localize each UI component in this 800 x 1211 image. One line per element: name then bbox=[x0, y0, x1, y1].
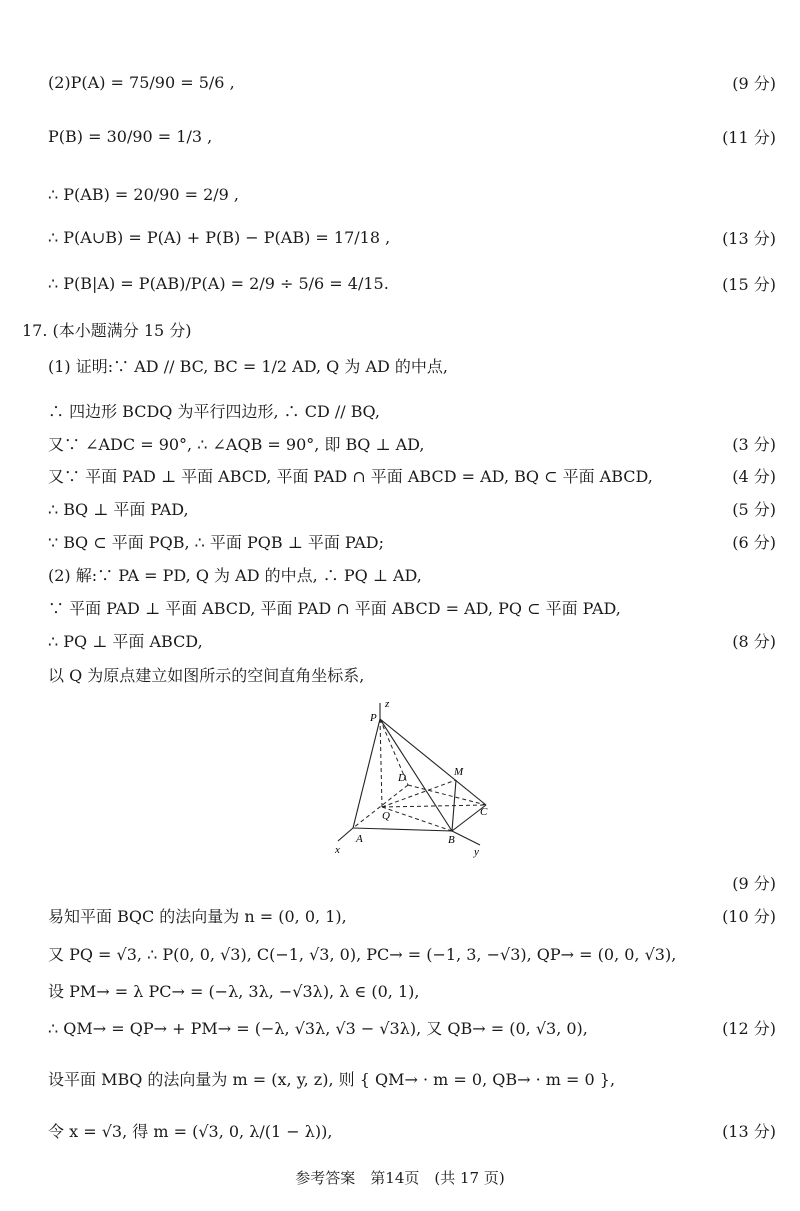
text-line bbox=[48, 268, 776, 298]
line-text: ∵ 平面 PAD ⊥ 平面 ABCD, 平面 PAD ∩ 平面 ABCD = AD, PQ ⊂ 平面 PAD, bbox=[48, 598, 621, 618]
score-label: (5 分) bbox=[732, 499, 776, 519]
line-text: 令 x = √3, 得 m = (√3, 0, λ/(1 − λ)), bbox=[48, 1121, 333, 1141]
line-text: ∴ BQ ⊥ 平面 PAD, bbox=[48, 499, 189, 519]
line-text: (1) 证明:∵ AD // BC, BC = 1/2 AD, Q 为 AD 的中点, bbox=[48, 356, 449, 376]
score-label: (13 分) bbox=[722, 228, 776, 248]
text-line bbox=[48, 222, 776, 252]
text-line bbox=[48, 67, 776, 97]
score-label: (12 分) bbox=[722, 1018, 776, 1038]
line-text: 设平面 MBQ 的法向量为 m = (x, y, z), 则 { QM→ · m = 0, QB→ · m = 0 }, bbox=[48, 1069, 616, 1089]
line-text: P(B) = 30/90 = 1/3 , bbox=[48, 126, 213, 146]
text-line bbox=[48, 493, 776, 523]
label-y: y bbox=[474, 846, 479, 858]
text-line bbox=[48, 350, 776, 380]
line-text: ∴ QM→ = QP→ + PM→ = (−λ, √3λ, √3 − √3λ), 又 QB→ = (0, √3, 0), bbox=[48, 1018, 588, 1038]
edge-qb bbox=[382, 807, 452, 831]
label-d: D bbox=[398, 772, 406, 784]
edge-pb bbox=[380, 719, 452, 831]
line-text: 易知平面 BQC 的法向量为 n = (0, 0, 1), bbox=[48, 906, 347, 926]
text-line bbox=[48, 428, 776, 458]
score-label: (9 分) bbox=[732, 873, 776, 893]
line-text: (2) 解:∵ PA = PD, Q 为 AD 的中点, ∴ PQ ⊥ AD, bbox=[48, 565, 422, 585]
score-label: (6 分) bbox=[732, 532, 776, 552]
text-line bbox=[48, 1063, 776, 1093]
coordinate-figure bbox=[330, 695, 495, 860]
score-label: (15 分) bbox=[722, 274, 776, 294]
text-line bbox=[48, 1115, 776, 1145]
label-m: M bbox=[454, 766, 464, 778]
edge-ab bbox=[353, 828, 452, 831]
text-line bbox=[48, 1012, 776, 1042]
x-axis bbox=[338, 828, 353, 841]
score-label: (4 分) bbox=[732, 466, 776, 486]
score-label: (11 分) bbox=[722, 127, 776, 147]
text-line bbox=[48, 559, 776, 589]
label-x: x bbox=[335, 844, 340, 856]
text-line bbox=[48, 526, 776, 556]
label-a: A bbox=[356, 833, 363, 845]
edge-pq bbox=[380, 719, 382, 807]
line-text: 又 PQ = √3, ∴ P(0, 0, √3), C(−1, √3, 0), PC→ = (−1, 3, −√3), QP→ = (0, 0, √3), bbox=[48, 944, 677, 964]
line-text: ∴ P(AB) = 20/90 = 2/9 , bbox=[48, 184, 240, 204]
score-label: (3 分) bbox=[732, 434, 776, 454]
line-text: 又∵ ∠ADC = 90°, ∴ ∠AQB = 90°, 即 BQ ⊥ AD, bbox=[48, 434, 425, 454]
text-line bbox=[48, 659, 776, 689]
text-line bbox=[48, 900, 776, 930]
line-text: ∴ P(A∪B) = P(A) + P(B) − P(AB) = 17/18 , bbox=[48, 227, 391, 247]
line-text: ∴ P(B|A) = P(AB)/P(A) = 2/9 ÷ 5/6 = 4/15. bbox=[48, 273, 389, 293]
page-footer: 参考答案 第14页 (共 17 页) bbox=[295, 1169, 505, 1187]
label-q: Q bbox=[382, 810, 390, 822]
text-line bbox=[48, 460, 776, 490]
score-label: (13 分) bbox=[722, 1121, 776, 1141]
text-line bbox=[48, 867, 776, 897]
line-text: (2)P(A) = 75/90 = 5/6 , bbox=[48, 72, 235, 92]
text-line bbox=[48, 592, 776, 622]
line-text: 以 Q 为原点建立如图所示的空间直角坐标系, bbox=[48, 665, 365, 685]
score-label: (9 分) bbox=[732, 73, 776, 93]
label-p: P bbox=[370, 712, 377, 724]
question-heading bbox=[22, 314, 776, 344]
edge-qc bbox=[382, 805, 486, 807]
line-text: ∴ PQ ⊥ 平面 ABCD, bbox=[48, 631, 203, 651]
edge-pc bbox=[380, 719, 486, 805]
y-axis bbox=[452, 831, 480, 845]
score-label: (10 分) bbox=[722, 906, 776, 926]
text-line bbox=[48, 121, 776, 151]
line-text: ∵ BQ ⊂ 平面 PQB, ∴ 平面 PQB ⊥ 平面 PAD; bbox=[48, 532, 384, 552]
label-b: B bbox=[448, 834, 455, 846]
line-text: 设 PM→ = λ PC→ = (−λ, 3λ, −√3λ), λ ∈ (0, 1), bbox=[48, 981, 420, 1001]
edge-qm bbox=[382, 780, 456, 807]
line-text: 17. (本小题满分 15 分) bbox=[22, 320, 192, 340]
line-text: 又∵ 平面 PAD ⊥ 平面 ABCD, 平面 PAD ∩ 平面 ABCD = AD, BQ ⊂ 平面 ABCD, bbox=[48, 466, 653, 486]
text-line bbox=[48, 179, 776, 209]
label-z: z bbox=[385, 698, 390, 710]
text-line bbox=[48, 395, 776, 425]
text-line bbox=[48, 625, 776, 655]
text-line bbox=[48, 938, 776, 968]
line-text: ∴ 四边形 BCDQ 为平行四边形, ∴ CD // BQ, bbox=[48, 401, 380, 421]
edge-pa bbox=[353, 719, 380, 828]
pyramid-diagram bbox=[330, 695, 495, 860]
text-line bbox=[48, 975, 776, 1005]
score-label: (8 分) bbox=[732, 631, 776, 651]
label-c: C bbox=[480, 806, 488, 818]
